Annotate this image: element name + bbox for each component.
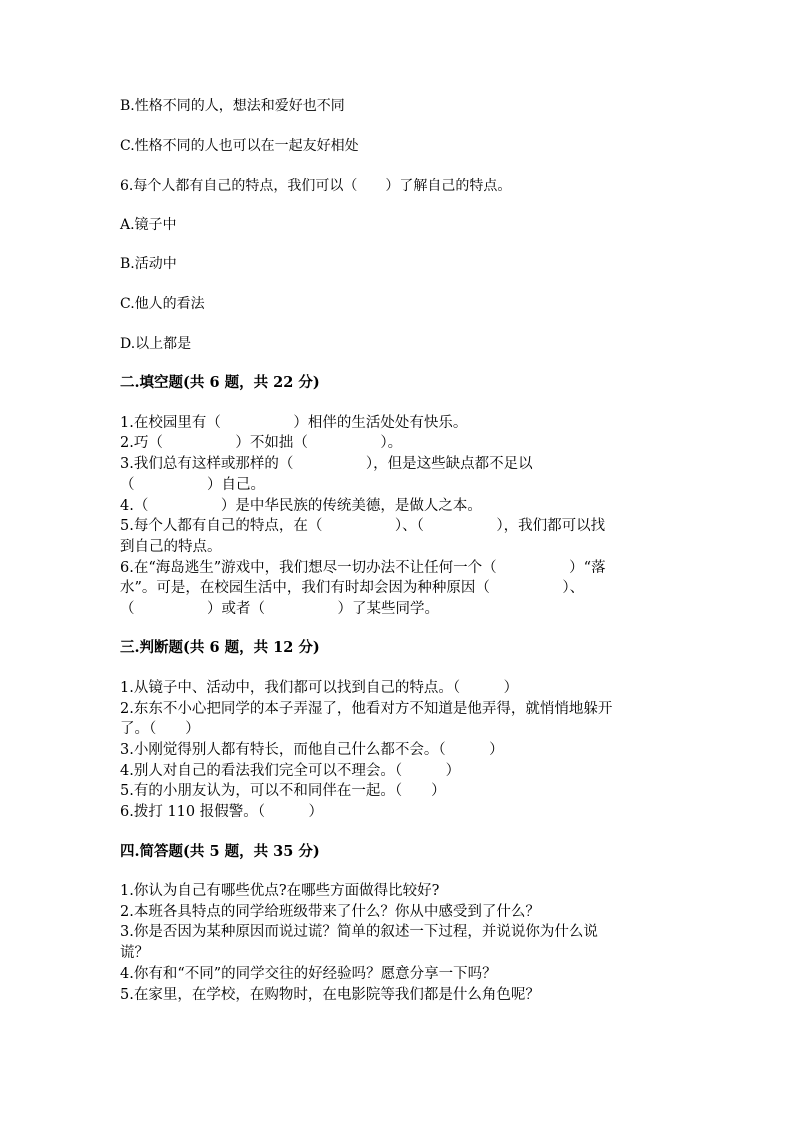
fill-item: 4.（ ）是中华民族的传统美德，是做人之本。 <box>120 498 482 514</box>
judge-item: 6.拨打 110 报假警。（ ） <box>120 804 323 820</box>
fill-item-cont: 到自己的特点。 <box>120 539 222 555</box>
short-answer-item-cont: 谎？ <box>120 945 149 961</box>
section-4-heading: 四.简答题(共 5 题，共 35 分) <box>120 843 320 860</box>
short-answer-item: 2.本班各具特点的同学给班级带来了什么？你从中感受到了什么？ <box>120 904 540 920</box>
fill-item-cont: 水”。可是，在校园生活中，我们有时却会因为种种原因（ ）、 <box>120 580 585 596</box>
short-answer-item: 1.你认为自己有哪些优点?在哪些方面做得比较好? <box>120 883 440 899</box>
section-2-heading: 二.填空题(共 6 题，共 22 分) <box>120 374 320 391</box>
question-6-option-d: D.以上都是 <box>120 336 192 352</box>
judge-item-cont: 了。（ ） <box>120 721 200 737</box>
short-answer-item: 4.你有和“不同”的同学交往的好经验吗？愿意分享一下吗？ <box>120 966 497 982</box>
question-6-option-b: B.活动中 <box>120 256 177 272</box>
question-6-text: 6.每个人都有自己的特点，我们可以（ ）了解自己的特点。 <box>120 178 512 194</box>
option-b-text: B.性格不同的人，想法和爱好也不同 <box>120 98 345 114</box>
short-answer-item: 3.你是否因为某种原因而说过谎？简单的叙述一下过程，并说说你为什么说 <box>120 924 598 940</box>
fill-item-cont: （ ）自己。 <box>120 477 265 493</box>
fill-item: 3.我们总有这样或那样的（ ），但是这些缺点都不足以 <box>120 456 533 472</box>
fill-item: 2.巧（ ）不如拙（ ）。 <box>120 435 403 451</box>
judge-item: 3.小刚觉得别人都有特长，而他自己什么都不会。（ ） <box>120 742 504 758</box>
fill-item-cont: （ ）或者（ ）了某些同学。 <box>120 601 439 617</box>
section-3-heading: 三.判断题(共 6 题，共 12 分) <box>120 639 320 656</box>
option-c-text: C.性格不同的人也可以在一起友好相处 <box>120 138 359 154</box>
short-answer-item: 5.在家里，在学校，在购物时，在电影院等我们都是什么角色呢？ <box>120 987 540 1003</box>
fill-item: 1.在校园里有（ ）相伴的生活处处有快乐。 <box>120 415 468 431</box>
judge-item: 5.有的小朋友认为，可以不和同伴在一起。（ ） <box>120 783 446 799</box>
judge-item: 1.从镜子中、活动中，我们都可以找到自己的特点。（ ） <box>120 680 519 696</box>
judge-item: 4.别人对自己的看法我们完全可以不理会。（ ） <box>120 763 461 779</box>
fill-item: 6.在“海岛逃生”游戏中，我们想尽一切办法不让任何一个（ ）“落 <box>120 560 606 576</box>
judge-item: 2.东东不小心把同学的本子弄湿了，他看对方不知道是他弄得，就悄悄地躲开 <box>120 701 613 717</box>
question-6-option-a: A.镜子中 <box>120 217 177 233</box>
fill-item: 5.每个人都有自己的特点，在（ ）、（ ），我们都可以找 <box>120 518 606 534</box>
question-6-option-c: C.他人的看法 <box>120 296 205 312</box>
